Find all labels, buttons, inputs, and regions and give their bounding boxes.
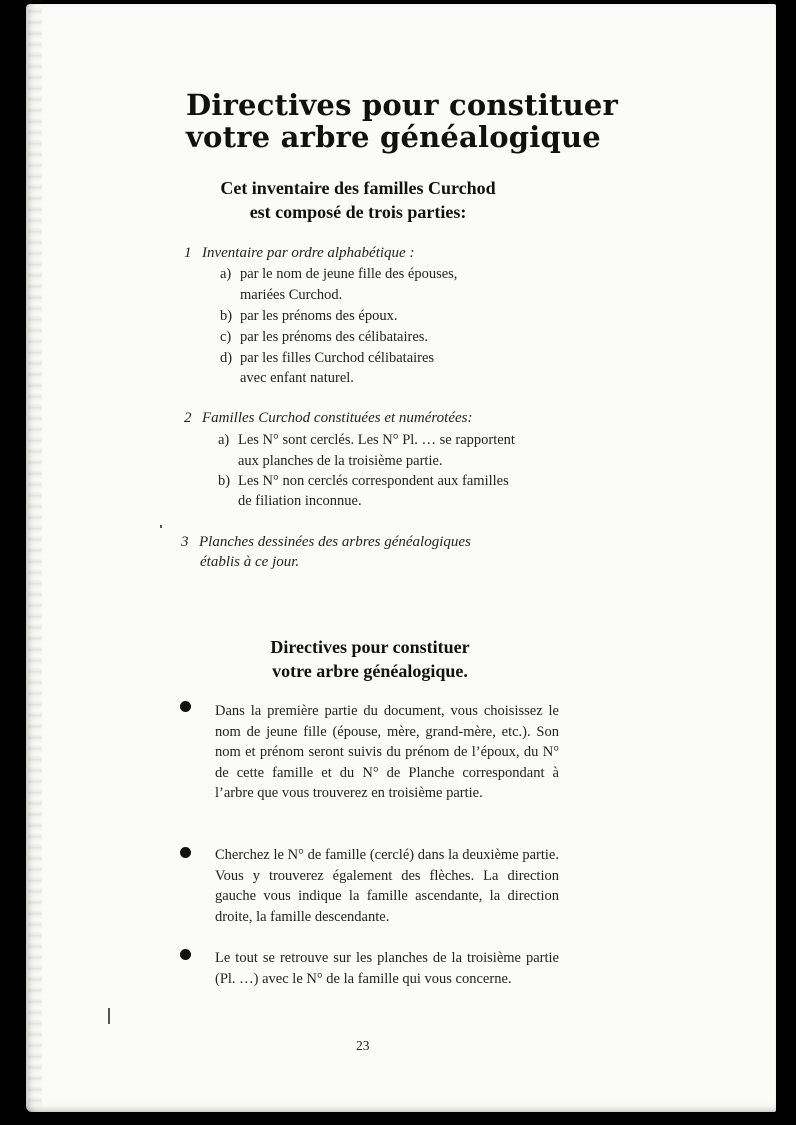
part-1-item-c-line1: par les prénoms des célibataires. bbox=[240, 329, 429, 345]
part-1-item-a-letter: a) bbox=[220, 266, 232, 282]
page-title-line2: votre arbre généalogique bbox=[186, 120, 601, 154]
scan-speck bbox=[160, 525, 162, 528]
part-2-item-a-line2: aux planches de la troisième partie. bbox=[238, 453, 443, 469]
part-2-item-b-line2: de filiation inconnue. bbox=[238, 493, 362, 509]
bullet-dot-2 bbox=[180, 847, 191, 858]
part-3-number: 3 bbox=[181, 534, 189, 550]
part-1-item-d-line2: avec enfant naturel. bbox=[240, 370, 354, 386]
part-1-item-b-line1: par les prénoms des époux. bbox=[240, 308, 398, 324]
bullet-text-3: Le tout se retrouve sur les planches de la troisième partie (Pl. …) avec le N° de la famille qui vous concerne. bbox=[215, 950, 559, 987]
part-2-label: Familles Curchod constituées et numérotées: bbox=[202, 410, 473, 426]
part-1-number: 1 bbox=[184, 245, 192, 261]
bullet-text-2: Cherchez le N° de famille (cerclé) dans la deuxième partie. Vous y trouverez également des flèches. La direction gauche vous indique la famille ascendante, la direction droite, la famille descendante. bbox=[215, 847, 559, 925]
part-1-item-d-letter: d) bbox=[220, 350, 233, 366]
part-1-item-d-line1: par les filles Curchod célibataires bbox=[240, 350, 435, 366]
scanned-page bbox=[26, 4, 776, 1112]
directives-heading-line1: Directives pour constituer bbox=[270, 637, 470, 657]
bullet-dot-3 bbox=[180, 949, 191, 960]
page-title-line1: Directives pour constituer bbox=[186, 88, 619, 122]
part-2-number: 2 bbox=[184, 410, 192, 426]
part-2-item-a-line1: Les N° sont cerclés. Les N° Pl. … se rapportent bbox=[238, 432, 515, 448]
scan-mark bbox=[108, 1008, 110, 1024]
part-3-label-line2: établis à ce jour. bbox=[200, 554, 300, 570]
bullet-text-1: Dans la première partie du document, vous choisissez le nom de jeune fille (épouse, mère, grand-mère, etc.). Son nom et prénom seront suivis du prénom de l’époux, du N° de cette famille et du N° de Planche correspondant à l’arbre que vous trouverez en troisième partie. bbox=[215, 703, 559, 801]
part-2-item-a-letter: a) bbox=[218, 432, 230, 448]
directives-heading-line2: votre arbre généalogique. bbox=[272, 661, 468, 681]
page-number: 23 bbox=[356, 1038, 370, 1053]
part-2-item-b-line1: Les N° non cerclés correspondent aux familles bbox=[238, 473, 509, 489]
part-1-item-c-letter: c) bbox=[220, 329, 232, 345]
part-1-item-a-line1: par le nom de jeune fille des épouses, bbox=[240, 266, 458, 282]
part-2-item-b-letter: b) bbox=[218, 473, 231, 489]
inventory-heading-line2: est composé de trois parties: bbox=[249, 202, 467, 222]
part-1-item-a-line2: mariées Curchod. bbox=[240, 287, 343, 303]
part-1-label: Inventaire par ordre alphabétique : bbox=[202, 245, 415, 261]
page-edge-texture bbox=[28, 0, 42, 1108]
bullet-dot-1 bbox=[180, 701, 191, 712]
part-1-item-b-letter: b) bbox=[220, 308, 233, 324]
part-3-label: Planches dessinées des arbres généalogiques bbox=[199, 534, 471, 550]
inventory-heading-line1: Cet inventaire des familles Curchod bbox=[220, 178, 496, 198]
